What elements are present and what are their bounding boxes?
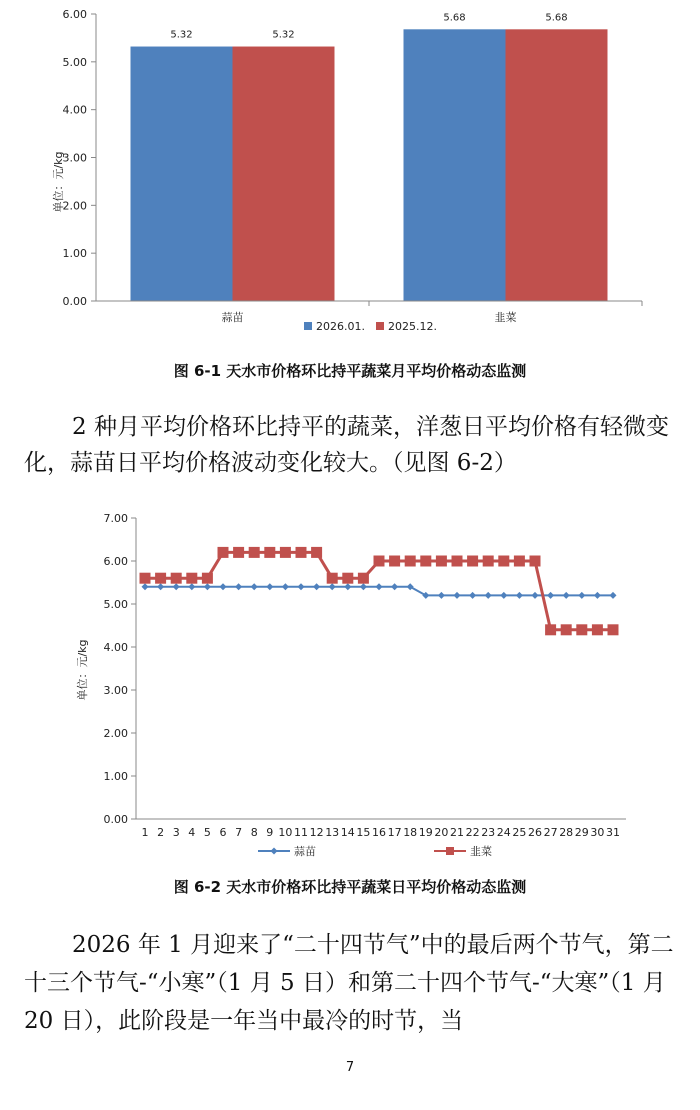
data-point — [264, 547, 275, 558]
data-point — [391, 583, 398, 590]
x-tick-label: 17 — [387, 826, 402, 839]
legend — [304, 320, 437, 333]
data-point — [249, 547, 260, 558]
y-tick-label: 2.00 — [62, 199, 87, 213]
y-tick-label: 4.00 — [62, 103, 87, 117]
x-tick-label: 16 — [372, 826, 386, 839]
data-point — [498, 556, 509, 567]
x-tick-label: 25 — [512, 826, 527, 839]
paragraph: 2026 年 1 月迎来了“二十四节气”中的最后两个节气，第二十三个节气-“小寒”（1 月 5 日）和第二十四个节气-“大寒”（1 月 20 日），此阶段是一年当中最冷的时节，当 — [24, 932, 674, 1034]
y-tick-label: 3.00 — [103, 684, 128, 697]
y-tick-label: 6.00 — [62, 8, 87, 21]
data-point — [578, 592, 585, 599]
data-point — [469, 592, 476, 599]
x-tick-label: 13 — [325, 826, 340, 839]
x-tick-label: 31 — [606, 826, 620, 839]
data-point — [204, 583, 211, 590]
data-point — [594, 592, 601, 599]
data-point — [608, 624, 619, 635]
data-point — [142, 583, 149, 590]
x-tick-label: 9 — [266, 826, 274, 839]
data-label: 5.32 — [272, 29, 295, 41]
x-tick-label: 27 — [543, 826, 558, 839]
x-tick-label: 11 — [294, 826, 308, 839]
data-point — [532, 592, 539, 599]
data-point — [342, 573, 353, 584]
data-point — [218, 547, 229, 558]
data-point — [405, 556, 416, 567]
data-point — [516, 592, 523, 599]
data-point — [329, 583, 336, 590]
data-point — [282, 583, 289, 590]
data-point — [298, 583, 305, 590]
data-point — [374, 556, 385, 567]
data-point — [327, 573, 338, 584]
data-point — [454, 592, 461, 599]
x-tick-label: 2 — [157, 826, 165, 839]
y-axis-label: 单位：元/kg — [52, 151, 65, 213]
data-point — [483, 556, 494, 567]
data-point — [389, 556, 400, 567]
data-point — [576, 624, 587, 635]
y-tick-label: 4.00 — [103, 641, 128, 654]
figure-caption-6-2: 图 6-2 天水市价格环比持平蔬菜日平均价格动态监测 — [173, 878, 527, 896]
data-point — [530, 556, 541, 567]
x-tick-label: 22 — [465, 826, 480, 839]
bar — [131, 47, 233, 301]
data-point — [592, 624, 603, 635]
data-point — [235, 583, 242, 590]
data-point — [452, 556, 463, 567]
data-point — [561, 624, 572, 635]
data-point — [467, 556, 478, 567]
legend-marker — [271, 848, 278, 855]
data-point — [220, 583, 227, 590]
legend-label: 蒜苗 — [294, 845, 316, 858]
x-tick-label: 12 — [309, 826, 324, 839]
data-point — [157, 583, 164, 590]
legend-marker — [446, 847, 454, 855]
x-tick-label: 6 — [219, 826, 227, 839]
page-number: 7 — [345, 1060, 355, 1075]
y-tick-label: 5.00 — [62, 55, 87, 69]
data-point — [563, 592, 570, 599]
data-point — [610, 592, 617, 599]
y-tick-label: 6.00 — [103, 555, 128, 568]
bar — [404, 29, 506, 301]
data-point — [251, 583, 258, 590]
x-tick-label: 1 — [141, 826, 149, 839]
x-category-label: 蒜苗 — [221, 311, 244, 324]
y-tick-label: 1.00 — [62, 247, 87, 261]
data-point — [311, 547, 322, 558]
legend-swatch — [304, 322, 312, 330]
x-tick-label: 28 — [559, 826, 574, 839]
x-tick-label: 30 — [590, 826, 605, 839]
data-point — [155, 573, 166, 584]
x-tick-label: 26 — [528, 826, 542, 839]
y-tick-label: 2.00 — [103, 727, 128, 740]
y-tick-label: 0.00 — [103, 813, 128, 826]
data-label: 5.68 — [443, 12, 466, 24]
data-point — [438, 592, 445, 599]
x-tick-label: 15 — [356, 826, 371, 839]
data-point — [545, 624, 556, 635]
y-tick-label: 3.00 — [62, 151, 87, 165]
x-tick-label: 20 — [434, 826, 449, 839]
x-tick-label: 14 — [340, 826, 355, 839]
line-chart-daily-average — [0, 500, 700, 870]
x-tick-label: 7 — [235, 826, 243, 839]
data-point — [140, 573, 151, 584]
legend-label: 2025.12. — [388, 320, 437, 333]
data-point — [376, 583, 383, 590]
legend — [258, 844, 492, 858]
x-tick-label: 10 — [278, 826, 293, 839]
data-point — [233, 547, 244, 558]
y-tick-label: 1.00 — [103, 770, 128, 783]
x-tick-label: 3 — [172, 826, 180, 839]
x-tick-label: 21 — [450, 826, 464, 839]
paragraph: 2 种月平均价格环比持平的蔬菜，洋葱日平均价格有轻微变化，蒜苗日平均价格波动变化较大。（见图 6-2） — [24, 414, 669, 476]
data-point — [188, 583, 195, 590]
data-point — [500, 592, 507, 599]
data-point — [436, 556, 447, 567]
x-tick-label: 5 — [203, 826, 211, 839]
data-point — [360, 583, 367, 590]
data-point — [358, 573, 369, 584]
data-point — [280, 547, 291, 558]
data-point — [266, 583, 273, 590]
x-tick-label: 8 — [250, 826, 258, 839]
data-point — [547, 592, 554, 599]
data-point — [420, 556, 431, 567]
data-point — [202, 573, 213, 584]
x-tick-label: 4 — [188, 826, 196, 839]
data-point — [313, 583, 320, 590]
data-point — [344, 583, 351, 590]
y-tick-label: 0.00 — [62, 295, 87, 308]
x-tick-label: 19 — [418, 826, 433, 839]
y-tick-label: 7.00 — [103, 512, 128, 525]
data-point — [171, 573, 182, 584]
bar-chart-monthly-average — [0, 0, 700, 350]
figure-caption-6-1: 图 6-1 天水市价格环比持平蔬菜月平均价格动态监测 — [173, 362, 527, 380]
data-point — [296, 547, 307, 558]
x-tick-label: 29 — [574, 826, 589, 839]
y-tick-label: 5.00 — [103, 598, 128, 611]
data-label: 5.68 — [545, 12, 568, 24]
data-label: 5.32 — [170, 29, 193, 41]
bar — [506, 29, 608, 301]
x-tick-label: 24 — [496, 826, 511, 839]
data-point — [186, 573, 197, 584]
legend-swatch — [376, 322, 384, 330]
legend-label: 2026.01. — [316, 320, 365, 333]
x-tick-label: 23 — [481, 826, 496, 839]
bar — [233, 47, 335, 301]
data-point — [514, 556, 525, 567]
data-point — [485, 592, 492, 599]
x-tick-label: 18 — [403, 826, 418, 839]
data-point — [173, 583, 180, 590]
y-axis-label: 单位：元/kg — [76, 639, 89, 701]
legend-label: 韭菜 — [470, 845, 492, 858]
x-category-label: 韭菜 — [494, 311, 517, 324]
